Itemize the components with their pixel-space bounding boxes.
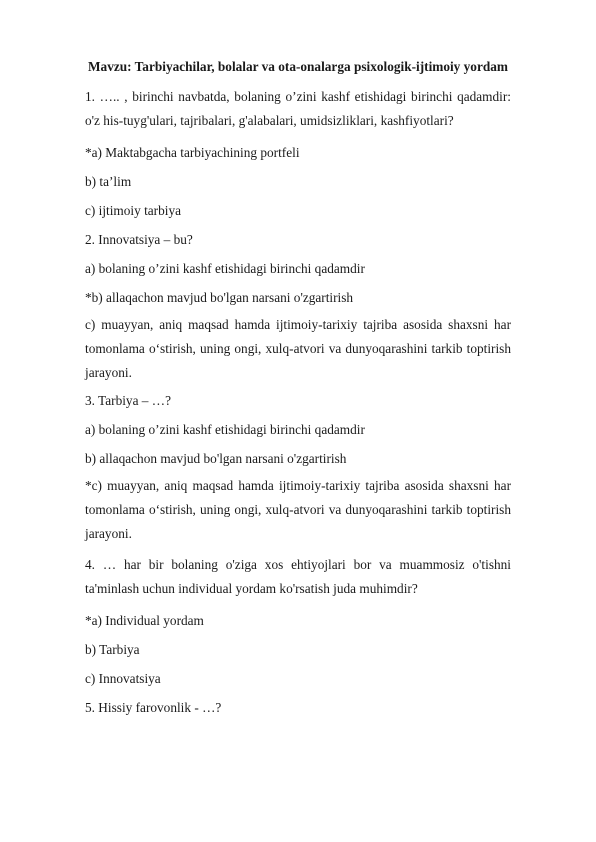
question-4-option-b: b) Tarbiya: [85, 642, 140, 657]
question-3: 3. Tarbiya – …?: [85, 393, 171, 408]
page-title: Mavzu: Tarbiyachilar, bolalar va ota-onalarga psixologik-ijtimoiy yordam: [88, 59, 508, 74]
question-1: 1. ….. , birinchi navbatda, bolaning o’zini kashf etishidagi birinchi qadamdir: o'z his-tuyg'ulari, tajribalari, g'alabalari, umidsizliklari, kashfiyotlari?: [85, 89, 511, 128]
question-2-option-a: a) bolaning o’zini kashf etishidagi birinchi qadamdir: [85, 261, 365, 276]
question-3-option-a: a) bolaning o’zini kashf etishidagi birinchi qadamdir: [85, 422, 365, 437]
question-1-option-a: *a) Maktabgacha tarbiyachining portfeli: [85, 145, 300, 160]
question-2-option-c: c) muayyan, aniq maqsad hamda ijtimoiy-tarixiy tajriba asosida shaxsni har tomonlama o‘stirish, uning ongi, xulq-atvori va dunyoqarashini tarkib toptirish jarayoni.: [85, 317, 511, 380]
question-4-option-a: *a) Individual yordam: [85, 613, 204, 628]
question-4-option-c: c) Innovatsiya: [85, 671, 161, 686]
question-1-option-c: c) ijtimoiy tarbiya: [85, 203, 182, 218]
question-2-option-b: *b) allaqachon mavjud bo'lgan narsani o'zgartirish: [85, 290, 354, 305]
question-2: 2. Innovatsiya – bu?: [85, 232, 193, 247]
question-3-option-b: b) allaqachon mavjud bo'lgan narsani o'zgartirish: [85, 451, 347, 466]
question-4: 4. … har bir bolaning o'ziga xos ehtiyojlari bor va muammosiz o'tishni ta'minlash uchun individual yordam ko'rsatish juda muhimdir?: [85, 557, 511, 596]
question-1-option-b: b) ta’lim: [85, 174, 132, 189]
question-3-option-c: *c) muayyan, aniq maqsad hamda ijtimoiy-tarixiy tajriba asosida shaxsni har tomonlama o‘stirish, uning ongi, xulq-atvori va dunyoqarashini tarkib toptirish jarayoni.: [85, 478, 511, 541]
document-body: [85, 58, 511, 717]
question-5: 5. Hissiy farovonlik - …?: [85, 700, 222, 715]
